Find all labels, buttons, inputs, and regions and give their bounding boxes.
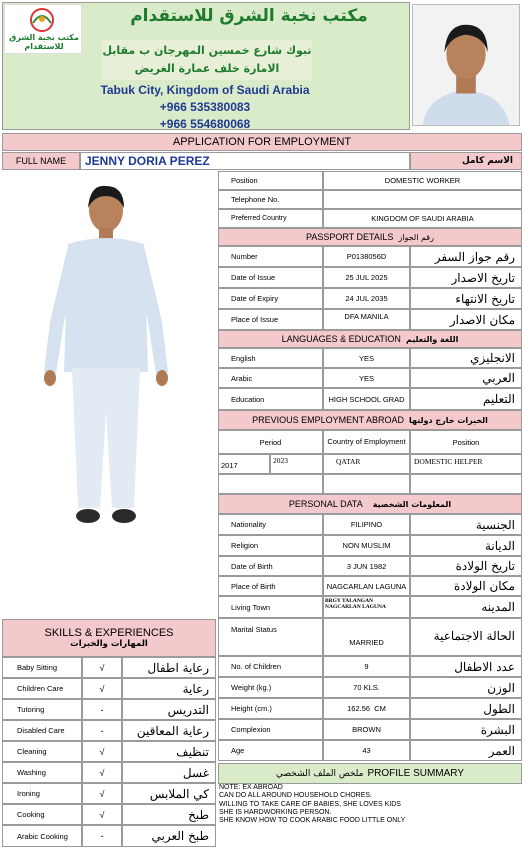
skill-cleaning-mark: √: [82, 741, 122, 762]
skill-arabic-cooking-mark: -: [82, 825, 122, 847]
agency-name-ar: مكتب نخبة الشرق للاستقدام: [130, 6, 368, 26]
profile-line: SHE KNOW HOW TO COOK ARABIC FOOD LITTLE ONLY: [219, 817, 406, 825]
position-label: Position: [218, 171, 323, 190]
skill-ironing-label: Ironing: [2, 783, 82, 804]
profile-header-ar: ملخص الملف الشخصي: [276, 768, 364, 779]
languages-header: [218, 330, 522, 348]
position-value: DOMESTIC WORKER: [323, 171, 522, 190]
skill-disabled-care-label: Disabled Care: [2, 720, 82, 741]
skill-children-care-label: Children Care: [2, 678, 82, 699]
agency-phone-1: +966 535380083: [159, 100, 251, 114]
skill-baby-sitting-mark: √: [82, 657, 122, 678]
place-of-birth-value: NAGCARLAN LAGUNA: [323, 576, 410, 596]
education-ar: التعليم: [410, 388, 522, 410]
weight-label: Weight (kg.): [218, 677, 323, 698]
employment-empty-cell: [410, 474, 522, 494]
skill-cooking-label: Cooking: [2, 804, 82, 825]
religion-label: Religion: [218, 535, 323, 556]
children-ar: عدد الاطفال: [410, 656, 522, 677]
languages-header-ar: اللغة والتعليم: [405, 334, 459, 344]
full-name-label: FULL NAME: [2, 152, 80, 170]
employment-col-country: Country of Employment: [323, 430, 410, 454]
age-label: Age: [218, 740, 323, 761]
english-value: YES: [323, 348, 410, 368]
english-ar: الانجليزي: [410, 348, 522, 368]
employment-from: 2017: [218, 454, 270, 474]
employment-header-ar: الخبرات خارج دولتها: [408, 415, 488, 425]
telephone-label: Telephone No.: [218, 190, 323, 209]
agency-address-ar-2: الامارة خلف عمارة الغريض: [134, 62, 280, 75]
nationality-value: FILIPINO: [323, 514, 410, 535]
place-of-issue-ar: مكان الاصدار: [410, 309, 522, 330]
full-name-value: JENNY DORIA PEREZ: [80, 152, 410, 170]
full-body-photo: [2, 172, 216, 618]
date-of-issue-value: 25 JUL 2025: [323, 267, 410, 288]
headshot-photo: [412, 4, 520, 126]
age-ar: العمر: [410, 740, 522, 761]
skill-washing-ar: غسل: [122, 762, 216, 783]
passport-number-label: Number: [218, 246, 323, 267]
agency-address-ar-1: تبوك شارع خمسين المهرجان ب مقابل: [102, 44, 312, 57]
personal-header-text: PERSONAL DATA: [288, 499, 363, 509]
passport-header-text: PASSPORT DETAILS: [306, 232, 394, 242]
weight-value: 70 KLS.: [323, 677, 410, 698]
passport-header: [218, 228, 522, 246]
living-town-value: BRGY TALANGAN NAGCARLAN LAGUNA: [323, 596, 410, 618]
profile-header-text: PROFILE SUMMARY: [367, 768, 464, 779]
height-value: 162.56 CM: [323, 698, 410, 719]
children-label: No. of Children: [218, 656, 323, 677]
skills-header: [2, 619, 216, 657]
passport-number-ar: رقم جواز السفر: [410, 246, 522, 267]
employment-empty-cell: [218, 474, 323, 494]
telephone-value: [323, 190, 522, 209]
education-value: HIGH SCHOOL GRAD: [323, 388, 410, 410]
skill-disabled-care-mark: -: [82, 720, 122, 741]
height-ar: الطول: [410, 698, 522, 719]
place-of-birth-label: Place of Birth: [218, 576, 323, 596]
date-of-birth-value: 3 JUN 1982: [323, 556, 410, 576]
employment-col-position: Position: [410, 430, 522, 454]
skill-tutoring-mark: -: [82, 699, 122, 720]
place-of-issue-label: Place of Issue: [218, 309, 323, 330]
logo-text: مكتب نخبة الشرق للاستقدام: [9, 33, 79, 51]
skill-cooking-ar: طبخ: [122, 804, 216, 825]
complexion-label: Complexion: [218, 719, 323, 740]
skill-baby-sitting-ar: رعاية اطفال: [122, 657, 216, 678]
place-of-issue-value: DFA MANILA: [323, 309, 410, 330]
date-of-expiry-label: Date of Expiry: [218, 288, 323, 309]
full-name-label-ar: الاسم كامل: [410, 152, 522, 170]
complexion-value: BROWN: [323, 719, 410, 740]
living-town-label: Living Town: [218, 596, 323, 618]
employment-country: QATAR: [323, 454, 410, 474]
skill-ironing-ar: كي الملابس: [122, 783, 216, 804]
skill-cleaning-label: Cleaning: [2, 741, 82, 762]
profile-line: SHE IS HARDWORKING PERSON.: [219, 808, 332, 816]
english-label: English: [218, 348, 323, 368]
skill-cleaning-ar: تنظيف: [122, 741, 216, 762]
agency-phone-2: +966 554680068: [159, 117, 251, 131]
employment-col-period: Period: [218, 430, 323, 454]
employment-header-text: PREVIOUS EMPLOYMENT ABROAD: [252, 415, 404, 425]
languages-header-text: LANGUAGES & EDUCATION: [281, 334, 401, 344]
preferred-country-value: KINGDOM OF SAUDI ARABIA: [323, 209, 522, 228]
skill-ironing-mark: √: [82, 783, 122, 804]
person-portrait-icon: [413, 4, 519, 126]
preferred-country-label: Preferred Country: [218, 209, 323, 228]
skill-tutoring-ar: التدريس: [122, 699, 216, 720]
profile-line: WILLING TO TAKE CARE OF BABIES, SHE LOVES KIDS: [219, 800, 401, 808]
weight-ar: الوزن: [410, 677, 522, 698]
children-value: 9: [323, 656, 410, 677]
date-of-issue-ar: تاريخ الاصدار: [410, 267, 522, 288]
skill-washing-label: Washing: [2, 762, 82, 783]
employment-position: DOMESTIC HELPER: [410, 454, 522, 474]
skill-baby-sitting-label: Baby Sitting: [2, 657, 82, 678]
person-full-body-icon: [2, 172, 216, 618]
profile-notes: [218, 784, 522, 848]
employment-header: [218, 410, 522, 430]
employment-empty-cell: [323, 474, 410, 494]
profile-line: CAN DO ALL AROUND HOUSEHOLD CHORES.: [219, 792, 372, 800]
living-town-ar: المدينه: [410, 596, 522, 618]
skill-children-care-ar: رعاية: [122, 678, 216, 699]
form-title: APPLICATION FOR EMPLOYMENT: [2, 133, 522, 151]
profile-line: NOTE: EX ABROAD: [219, 784, 283, 791]
profile-header: [218, 763, 522, 784]
date-of-birth-label: Date of Birth: [218, 556, 323, 576]
religion-value: NON MUSLIM: [323, 535, 410, 556]
date-of-expiry-value: 24 JUL 2035: [323, 288, 410, 309]
marital-status-label: Marital Status: [218, 618, 323, 656]
date-of-issue-label: Date of Issue: [218, 267, 323, 288]
employment-to: 2023: [270, 454, 323, 474]
skill-tutoring-label: Tutoring: [2, 699, 82, 720]
skill-arabic-cooking-label: Arabic Cooking: [2, 825, 82, 847]
logo-emblem-icon: [27, 7, 57, 33]
skill-children-care-mark: √: [82, 678, 122, 699]
complexion-ar: البشرة: [410, 719, 522, 740]
agency-logo: [4, 4, 82, 54]
date-of-expiry-ar: تاريخ الانتهاء: [410, 288, 522, 309]
date-of-birth-ar: تاريخ الولادة: [410, 556, 522, 576]
place-of-birth-ar: مكان الولادة: [410, 576, 522, 596]
passport-header-ar: رقم الجواز: [398, 232, 434, 242]
arabic-value: YES: [323, 368, 410, 388]
personal-header: [218, 494, 522, 514]
arabic-label: Arabic: [218, 368, 323, 388]
age-value: 43: [323, 740, 410, 761]
skills-header-ar: المهارات والخبرات: [70, 639, 148, 649]
height-label: Height (cm.): [218, 698, 323, 719]
nationality-ar: الجنسية: [410, 514, 522, 535]
nationality-label: Nationality: [218, 514, 323, 535]
passport-number-value: P0138056D: [323, 246, 410, 267]
religion-ar: الديانة: [410, 535, 522, 556]
marital-status-value: MARRIED: [323, 618, 410, 656]
personal-header-ar: المعلومات الشخصية: [372, 499, 452, 509]
education-label: Education: [218, 388, 323, 410]
skill-cooking-mark: √: [82, 804, 122, 825]
skill-washing-mark: √: [82, 762, 122, 783]
skill-disabled-care-ar: رعاية المعاقين: [122, 720, 216, 741]
agency-city: Tabuk City, Kingdom of Saudi Arabia: [100, 83, 310, 97]
skills-header-text: SKILLS & EXPERIENCES: [44, 627, 174, 639]
skill-arabic-cooking-ar: طبخ العربي: [122, 825, 216, 847]
arabic-ar: العربي: [410, 368, 522, 388]
marital-status-ar: الحالة الاجتماعية: [410, 618, 522, 656]
